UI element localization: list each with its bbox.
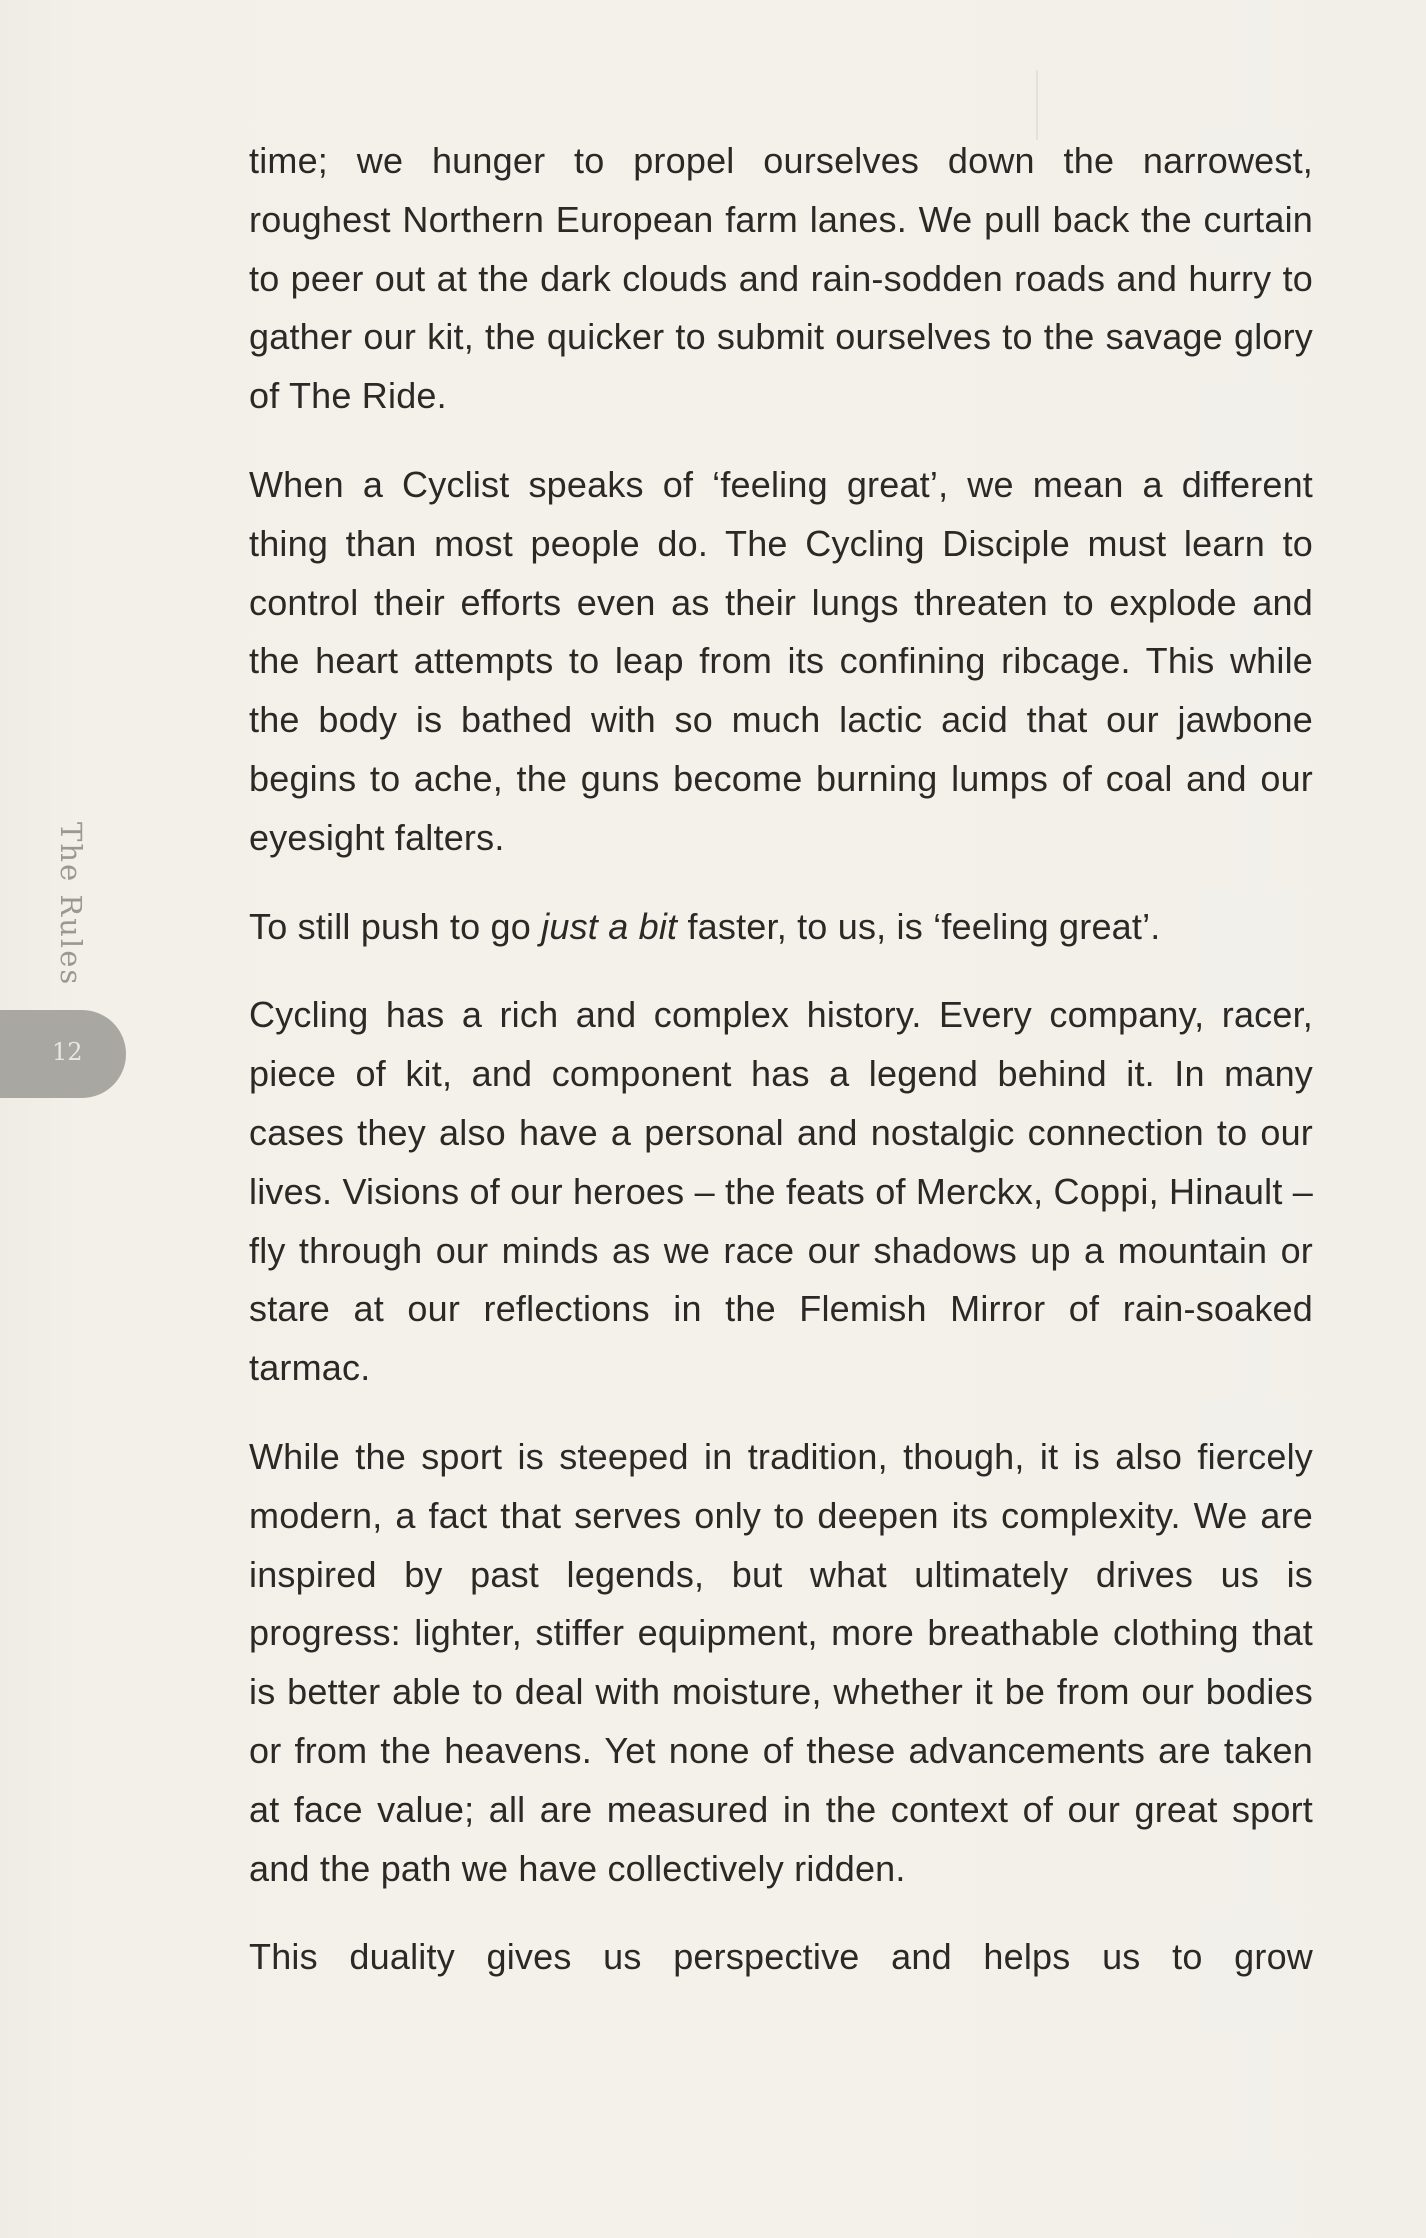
paragraph-3-text-before: To still push to go xyxy=(249,905,542,947)
page-number: 12 xyxy=(52,1038,83,1066)
body-text xyxy=(249,132,1313,2017)
running-section-title: The Rules xyxy=(54,822,88,987)
paragraph-3-emphasis: just a bit xyxy=(541,905,678,947)
paragraph-3-text-after: faster, to us, is ‘feeling great’. xyxy=(677,905,1161,947)
paragraph-5: While the sport is steeped in tradition, though, it is also fiercely modern, a fact that serves only to deepen its complexity. We are inspired by past legends, but what ultimately drives us is progress: lighter, stiffer equipment, more breathable clothing that is better able to deal with moisture, whether it be from our bodies or from the heavens. Yet none of these advancements are taken at face value; all are measured in the context of our great sport and the path we have collectively ridden. xyxy=(249,1435,1313,1889)
paragraph-2: When a Cyclist speaks of ‘feeling great’, we mean a different thing than most people do. The Cycling Disciple must learn to control their efforts even as their lungs threaten to explode and the heart attempts to leap from its confining ribcage. This while the body is bathed with so much lactic acid that our jawbone begins to ache, the guns become burning lumps of coal and our eyesight falters. xyxy=(249,463,1313,858)
page-fold-shadow xyxy=(1036,70,1038,140)
paragraph-3 xyxy=(249,898,1313,957)
paragraph-4: Cycling has a rich and complex history. Every company, racer, piece of kit, and component has a legend behind it. In many cases they also have a personal and nostalgic connection to our lives. Visions of our heroes – the feats of Merckx, Coppi, Hinault – fly through our minds as we race our shadows up a mountain or stare at our reflections in the Flemish Mirror of rain-soaked tarmac. xyxy=(249,994,1313,1389)
paragraph-1: time; we hunger to propel ourselves down the narrowest, roughest Northern European farm lanes. We pull back the curtain to peer out at the dark clouds and rain-sodden roads and hurry to gather our kit, the quicker to submit ourselves to the savage glory of The Ride. xyxy=(249,140,1313,417)
paragraph-6: This duality gives us perspective and helps us to grow xyxy=(249,1936,1313,1978)
